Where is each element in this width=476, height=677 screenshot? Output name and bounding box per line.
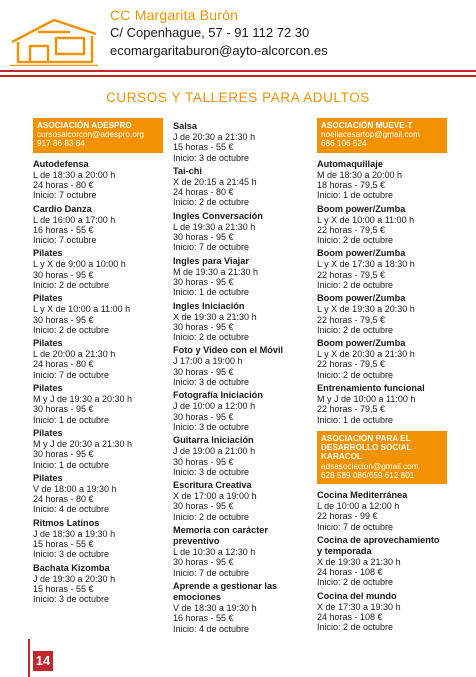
course-item (317, 293, 447, 335)
course-detail: 30 horas - 95 € (33, 404, 94, 415)
course-detail: 22 horas - 99 € (317, 511, 378, 522)
course-name: Automaquillaje (317, 158, 383, 169)
course-detail: 30 horas - 95 € (33, 269, 94, 280)
course-name: Pilates (33, 383, 63, 394)
course-detail: X de 17:00 a 19:00 h (173, 491, 257, 502)
course-detail: Inicio: 2 de octubre (317, 324, 394, 335)
course-name: Ingles Iniciación (173, 300, 245, 311)
column-1 (33, 118, 163, 605)
center-email: ecomargaritaburon@ayto-alcorcon.es (110, 43, 328, 58)
course-item (317, 204, 447, 246)
course-item (33, 248, 163, 290)
association-contact: 628 589 086/659 612 801 (321, 470, 415, 480)
course-detail: Inicio: 1 de octubre (317, 414, 394, 425)
course-detail: 30 horas - 95 € (33, 314, 94, 325)
course-detail: 18 horas - 79,5 € (317, 179, 386, 190)
course-detail: X de 17:30 a 19:30 h (317, 601, 401, 612)
course-detail: J de 19:30 a 20:30 h (33, 573, 116, 584)
course-detail: 24 horas - 80 € (33, 359, 94, 370)
course-detail: 15 horas - 55 € (173, 142, 234, 153)
course-item (317, 159, 447, 201)
course-detail: Inicio: 4 de octubre (33, 504, 110, 515)
course-detail: 30 horas - 95 € (173, 456, 234, 467)
course-detail: 30 horas - 95 € (173, 321, 234, 332)
course-name: Boom power/Zumba (317, 293, 406, 304)
association-contact: 686 106 524 (321, 139, 367, 149)
course-detail: Inicio: 7 octubre (33, 235, 97, 246)
course-detail: 24 horas - 80 € (33, 494, 94, 505)
course-detail: Inicio: 3 de octubre (173, 377, 250, 388)
center-name: CC Margarita Burón (110, 7, 239, 23)
course-detail: J de 20:30 a 21:30 h (173, 132, 256, 142)
course-detail: Inicio: 3 de octubre (33, 549, 110, 560)
course-detail: L de 10:30 a 12:30 h (173, 547, 256, 558)
header (0, 0, 476, 80)
course-detail: 22 horas - 79,5 € (317, 359, 386, 370)
course-detail: Inicio: 3 de octubre (173, 152, 250, 163)
course-item (33, 383, 163, 425)
course-item (173, 581, 303, 634)
course-detail: M de 19:30 a 21:30 h (173, 266, 259, 277)
course-detail: 24 horas - 80 € (33, 179, 94, 190)
course-detail: L de 16:00 a 17:00 h (33, 214, 116, 225)
course-name: Escritura Creativa (173, 480, 252, 491)
course-name: Guitarra Iniciación (173, 435, 254, 446)
association-contact: noeliacesartop@gmail.com (321, 130, 420, 140)
course-item (173, 435, 303, 477)
course-name: Bachata Kizomba (33, 562, 110, 573)
association-name: ASOCIACIÓN MUEVE-T (321, 121, 413, 130)
course-detail: J de 18:30 a 19:30 h (33, 528, 116, 539)
course-detail: Inicio: 4 de octubre (173, 623, 250, 634)
course-item (173, 166, 303, 208)
course-detail: Inicio: 3 de octubre (33, 594, 110, 605)
course-detail: Inicio: 2 de octubre (173, 332, 250, 343)
course-item (317, 383, 447, 425)
course-detail: M y J de 20:30 a 21:30 h (33, 438, 133, 449)
course-name: Pilates (33, 338, 63, 349)
course-detail: 30 horas - 95 € (173, 411, 234, 422)
course-detail: L de 19:30 a 21:30 h (173, 221, 256, 232)
course-item (173, 256, 303, 298)
course-item (33, 293, 163, 335)
association-name: ASOCIACIÓN PARA EL DESARROLLO SOCIAL KARACOL (321, 433, 412, 462)
course-detail: J de 10:00 a 12:00 h (173, 401, 256, 412)
course-detail: 30 horas - 95 € (173, 232, 234, 243)
course-detail: 30 horas - 95 € (173, 366, 234, 377)
course-item (33, 204, 163, 246)
course-item (33, 518, 163, 560)
course-item (33, 563, 163, 605)
course-detail: L de 10:00 a 12:00 h (317, 500, 400, 511)
course-item (317, 591, 447, 633)
course-item (173, 390, 303, 432)
course-detail: L y X de 9:00 a 10:00 h (33, 259, 126, 270)
course-detail: Inicio: 2 de octubre (317, 622, 394, 633)
course-name: Entrenamiento funcional (317, 383, 425, 394)
course-detail: 22 horas - 79,5 € (317, 269, 386, 280)
course-detail: Inicio: 2 de octubre (33, 279, 110, 290)
course-detail: 30 horas - 95 € (33, 449, 94, 460)
course-detail: L y X de 10:00 a 11:00 h (33, 304, 131, 315)
course-detail: Inicio: 2 de octubre (173, 197, 250, 208)
course-detail: Inicio: 2 de octubre (33, 324, 110, 335)
course-detail: X de 20:15 a 21:45 h (173, 176, 257, 187)
course-name: Pilates (33, 293, 63, 304)
course-detail: 22 horas - 79,5 € (317, 224, 386, 235)
course-item (33, 473, 163, 515)
header-divider-2 (0, 75, 476, 77)
course-name: Boom power/Zumba (317, 338, 406, 349)
course-name: Pilates (33, 248, 63, 259)
course-detail: 15 horas - 55 € (33, 539, 94, 550)
course-detail: Inicio: 2 de octubre (173, 511, 250, 522)
course-detail: J 17:00 a 19:00 h (173, 356, 243, 367)
course-detail: 16 horas - 55 € (173, 613, 234, 624)
course-detail: X de 19:30 a 21:30 h (173, 311, 257, 322)
course-name: Ingles Conversación (173, 210, 263, 221)
course-item (173, 480, 303, 522)
course-detail: Inicio: 2 de octubre (317, 577, 394, 588)
course-name: Foto y Video con el Móvil (173, 345, 284, 356)
course-detail: Inicio: 2 de octubre (317, 235, 394, 246)
course-detail: Inicio: 7 de octubre (317, 521, 394, 532)
course-detail: Inicio: 3 de octubre (173, 421, 250, 432)
course-name: Boom power/Zumba (317, 203, 406, 214)
course-detail: M de 18:30 a 20:00 h (317, 169, 403, 180)
course-item (317, 490, 447, 532)
course-name: Salsa (173, 121, 198, 131)
course-detail: L y X de 19:30 a 20:30 h (317, 304, 415, 315)
course-detail: Inicio: 7 octubre (33, 190, 97, 201)
course-name: Fotografía Iniciación (173, 390, 263, 401)
course-item (33, 159, 163, 201)
course-detail: X de 19:30 a 21:30 h (317, 556, 401, 567)
course-name: Pilates (33, 427, 63, 438)
page-number-bar (28, 639, 30, 677)
course-item (317, 338, 447, 380)
association-contact: 917 86 83 84 (37, 139, 85, 149)
course-detail: 30 horas - 95 € (173, 276, 234, 287)
course-detail: Inicio: 1 de octubre (317, 190, 394, 201)
course-item (317, 535, 447, 588)
course-detail: 22 horas - 79,5 € (317, 314, 386, 325)
course-detail: L de 20:00 a 21:30 h (33, 349, 116, 360)
header-divider (0, 70, 476, 72)
course-detail: V de 18:30 a 19:30 h (173, 602, 257, 613)
course-name: Pilates (33, 472, 63, 483)
course-name: Cardio Danza (33, 203, 92, 214)
course-name: Ritmos Latinos (33, 517, 100, 528)
course-detail: Inicio: 1 de octubre (33, 414, 110, 425)
course-detail: M y J de 10:00 a 11:00 h (317, 394, 416, 405)
association-contact: adsasociacion@gmail.com (321, 461, 419, 471)
course-name: Memoria con carácter preventivo (173, 525, 268, 547)
course-detail: J de 19:00 a 21:00 h (173, 446, 256, 457)
course-detail: 16 horas - 55 € (33, 224, 94, 235)
building-logo-icon (8, 14, 100, 66)
course-detail: 24 horas - 108 € (317, 612, 383, 623)
course-detail: M y J de 19:30 a 20:30 h (33, 394, 133, 405)
course-detail: 24 horas - 80 € (173, 187, 234, 198)
course-name: Cocina del mundo (317, 590, 397, 601)
page-number: 14 (33, 651, 53, 671)
association-box (33, 118, 163, 153)
course-name: Autodefensa (33, 158, 89, 169)
course-item (33, 338, 163, 380)
header-text (110, 6, 328, 60)
course-detail: 22 horas - 79,5 € (317, 404, 386, 415)
course-item (173, 121, 303, 163)
course-detail: Inicio: 7 de octubre (33, 369, 110, 380)
course-detail: L de 18:30 a 20:00 h (33, 169, 116, 180)
course-detail: 30 horas - 95 € (173, 501, 234, 512)
course-detail: 30 horas - 95 € (173, 557, 234, 568)
association-name: ASOCIACIÓN ADESPRO (37, 121, 132, 130)
course-detail: Inicio: 7 de octubre (173, 242, 250, 253)
course-item (173, 525, 303, 578)
course-name: Ingles para Viajar (173, 255, 249, 266)
course-item (173, 211, 303, 253)
course-detail: Inicio: 2 de octubre (317, 369, 394, 380)
column-2 (173, 118, 303, 634)
course-detail: 15 horas - 55 € (33, 583, 94, 594)
course-name: Aprende a gestionar las emociones (173, 580, 278, 602)
course-detail: Inicio: 1 de octubre (173, 287, 250, 298)
association-box (317, 431, 447, 484)
course-name: Boom power/Zumba (317, 248, 406, 259)
course-item (173, 301, 303, 343)
course-detail: V de 18:00 a 19:30 h (33, 483, 117, 494)
course-item (33, 428, 163, 470)
course-detail: Inicio: 7 de octubre (173, 567, 250, 578)
column-3 (317, 118, 447, 633)
course-name: Tai-chi (173, 165, 202, 176)
course-detail: Inicio: 1 de octubre (33, 459, 110, 470)
course-detail: L y X de 20:30 a 21:30 h (317, 349, 415, 360)
association-contact: cursosalcorcon@adespro.org (37, 130, 145, 140)
course-name: Cocina de aprovechamiento y temporada (317, 534, 440, 556)
center-address: C/ Copenhague, 57 - 91 112 72 30 (110, 25, 310, 40)
course-name: Cocina Mediterránea (317, 489, 408, 500)
course-detail: Inicio: 2 de octubre (317, 279, 394, 290)
course-item (317, 248, 447, 290)
page-title: CURSOS Y TALLERES PARA ADULTOS (106, 90, 370, 105)
course-item (173, 345, 303, 387)
course-detail: L y X de 10:00 a 11:00 h (317, 214, 415, 225)
association-box (317, 118, 447, 153)
course-detail: 24 horas - 108 € (317, 567, 383, 578)
course-detail: L y X de 17:30 a 18:30 h (317, 259, 415, 270)
course-detail: Inicio: 3 de octubre (173, 466, 250, 477)
